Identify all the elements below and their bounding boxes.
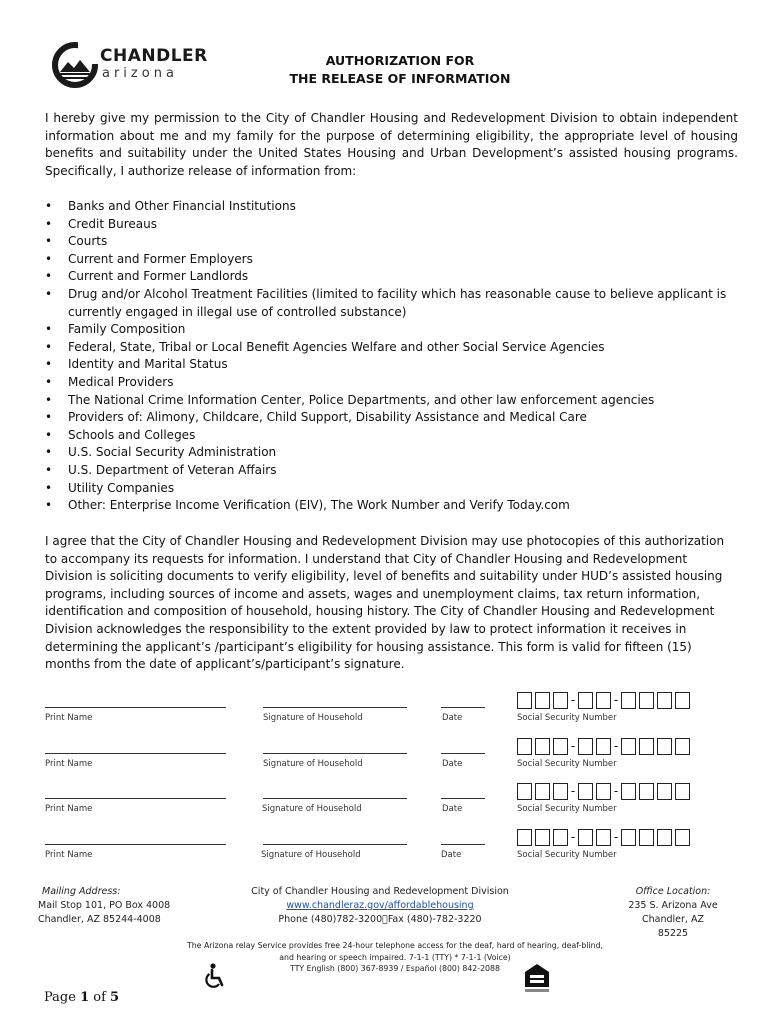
website-link[interactable]: www.chandleraz.gov/affordablehousing <box>286 900 474 911</box>
phone-fax: Phone (480)782-3200 Fax (480)-782-3220 <box>278 914 482 925</box>
signature-line[interactable] <box>263 844 407 845</box>
page-total: 5 <box>110 990 120 1005</box>
list-item: • Drug and/or Alcohol Treatment Facilities (limited to facility which has reasonable cause to believe applicant is currently engaged in illegal use of controlled substance) <box>45 286 735 321</box>
office-line-1: 235 S. Arizona Ave <box>628 900 718 911</box>
ssn-dash: - <box>570 693 576 707</box>
list-item: • Medical Providers <box>45 374 735 392</box>
relay-notice <box>0 940 770 975</box>
ssn-dash: - <box>570 784 576 798</box>
date-line[interactable] <box>441 798 485 799</box>
ssn-digit-box[interactable] <box>517 783 532 800</box>
date-line[interactable] <box>441 753 485 754</box>
ssn-digit-box[interactable] <box>553 738 568 755</box>
relay-line-1: The Arizona relay Service provides free 24-hour telephone access for the deaf, hard of hearing, deaf-blind, <box>186 941 604 950</box>
ssn-digit-box[interactable] <box>596 738 611 755</box>
date-line[interactable] <box>441 844 485 845</box>
ssn-digit-box[interactable] <box>535 783 550 800</box>
information-sources-list <box>45 198 735 515</box>
relay-line-3: TTY English (800) 367-8939 / Español (800) 842-2088 <box>290 964 500 973</box>
ssn-digit-box[interactable] <box>553 692 568 709</box>
office-location <box>608 885 718 941</box>
page-of: of <box>89 990 111 1005</box>
relay-line-2: and hearing or speech impaired. 7-1-1 (TTY) * 7-1-1 (Voice) <box>279 952 511 962</box>
signature-row <box>0 737 770 777</box>
list-item: • Providers of: Alimony, Childcare, Child Support, Disability Assistance and Medical Care <box>45 409 735 427</box>
mailing-address <box>38 885 170 927</box>
list-item: • U.S. Department of Veteran Affairs <box>45 462 735 480</box>
ssn-dash: - <box>570 830 576 844</box>
ssn-dash: - <box>613 830 619 844</box>
ssn-digit-box[interactable] <box>535 829 550 846</box>
list-item: • Family Composition <box>45 321 735 339</box>
ssn-digit-box[interactable] <box>675 738 690 755</box>
signature-caption: Signature of Household <box>261 850 361 860</box>
equal-housing-opportunity-icon <box>524 963 550 993</box>
ssn-dash: - <box>613 784 619 798</box>
print-name-caption: Print Name <box>45 850 93 860</box>
list-item: • U.S. Social Security Administration <box>45 444 735 462</box>
division-name: City of Chandler Housing and Redevelopment Division <box>251 886 509 897</box>
ssn-digit-box[interactable] <box>553 829 568 846</box>
print-name-caption: Print Name <box>45 759 93 769</box>
mailing-line-2: Chandler, AZ 85244-4008 <box>38 914 161 925</box>
division-contact <box>230 885 530 927</box>
ssn-digit-box[interactable] <box>596 692 611 709</box>
office-heading: Office Location: <box>635 886 711 897</box>
signature-caption: Signature of Household <box>262 804 362 814</box>
print-name-line[interactable] <box>45 707 226 708</box>
date-line[interactable] <box>441 707 485 708</box>
logo-wordmark: CHANDLER <box>100 46 208 66</box>
date-caption: Date <box>442 759 463 769</box>
logo-subtitle: arizona <box>102 66 178 81</box>
signature-row <box>0 828 770 868</box>
ssn-digit-box[interactable] <box>675 783 690 800</box>
ssn-caption: Social Security Number <box>517 713 617 723</box>
ssn-digit-box[interactable] <box>657 829 672 846</box>
title-line-2: THE RELEASE OF INFORMATION <box>289 71 511 86</box>
ssn-digit-box[interactable] <box>578 829 593 846</box>
ssn-digit-box[interactable] <box>621 829 636 846</box>
intro-paragraph: I hereby give my permission to the City of Chandler Housing and Redevelopment Division to obtain independent information about me and my family for the purpose of determining eligibility, the appropriate level of housing benefits and suitability under the United States Housing and Urban Development’s assisted housing programs. Specifically, I authorize release of information from: <box>45 111 738 178</box>
ssn-dash: - <box>613 739 619 753</box>
print-name-caption: Print Name <box>45 804 93 814</box>
list-item: • Courts <box>45 233 735 251</box>
office-line-2: Chandler, AZ 85225 <box>642 914 704 939</box>
signature-row <box>0 782 770 822</box>
ssn-digit-box[interactable] <box>639 692 654 709</box>
ssn-digit-box[interactable] <box>639 738 654 755</box>
ssn-dash: - <box>570 739 576 753</box>
list-item: • Credit Bureaus <box>45 216 735 234</box>
mailing-line-1: Mail Stop 101, PO Box 4008 <box>38 900 171 911</box>
list-item: • Other: Enterprise Income Verification (EIV), The Work Number and Verify Today.com <box>45 497 735 515</box>
ssn-digit-box[interactable] <box>578 783 593 800</box>
ssn-digit-box[interactable] <box>621 692 636 709</box>
ssn-caption: Social Security Number <box>517 759 617 769</box>
ssn-dash: - <box>613 693 619 707</box>
ssn-caption: Social Security Number <box>517 804 617 814</box>
list-item: • Banks and Other Financial Institutions <box>45 198 735 216</box>
ssn-digit-box[interactable] <box>621 738 636 755</box>
ssn-boxes[interactable] <box>517 691 693 709</box>
list-item: • Federal, State, Tribal or Local Benefit Agencies Welfare and other Social Service Agencies <box>45 339 735 357</box>
signature-line[interactable] <box>263 798 407 799</box>
list-item: • Schools and Colleges <box>45 427 735 445</box>
ssn-digit-box[interactable] <box>517 738 532 755</box>
list-item: • Current and Former Landlords <box>45 268 735 286</box>
print-name-line[interactable] <box>45 753 226 754</box>
list-item: • The National Crime Information Center, Police Departments, and other law enforcement agencies <box>45 392 735 410</box>
ssn-digit-box[interactable] <box>639 783 654 800</box>
ssn-digit-box[interactable] <box>517 829 532 846</box>
mailing-heading: Mailing Address: <box>42 886 121 897</box>
ssn-digit-box[interactable] <box>621 783 636 800</box>
ssn-digit-box[interactable] <box>657 738 672 755</box>
ssn-digit-box[interactable] <box>578 692 593 709</box>
ssn-caption: Social Security Number <box>517 850 617 860</box>
ssn-digit-box[interactable] <box>657 692 672 709</box>
signature-row <box>0 691 770 731</box>
signature-line[interactable] <box>263 707 407 708</box>
ssn-digit-box[interactable] <box>675 692 690 709</box>
signature-caption: Signature of Household <box>263 759 363 769</box>
agreement-paragraph: I agree that the City of Chandler Housing and Redevelopment Division may use photocopies of this authorization to accompany its requests for information. I understand that City of Chandler Housing and Redevelopment Division is soliciting documents to verify eligibility, level of benefits and suitability under HUD’s assisted housing programs, including sources of income and assets, wages and unemployment claims, tax return information, identification and composition of household, housing history. The City of Chandler Housing and Redevelopment Division acknowledges the responsibility to the extent provided by law to protect information it receives in determining the applicant’s /participant’s eligibility for housing assistance. This form is valid for fifteen (15) months from the date of applicant’s/participant’s signature. <box>45 534 725 672</box>
date-caption: Date <box>442 804 463 814</box>
title-line-1: AUTHORIZATION FOR <box>325 53 475 68</box>
signature-caption: Signature of Household <box>263 713 363 723</box>
wheelchair-icon <box>204 963 228 989</box>
ssn-digit-box[interactable] <box>639 829 654 846</box>
ssn-digit-box[interactable] <box>675 829 690 846</box>
print-name-line[interactable] <box>45 844 226 845</box>
ssn-digit-box[interactable] <box>657 783 672 800</box>
ssn-digit-box[interactable] <box>517 692 532 709</box>
date-caption: Date <box>442 713 463 723</box>
ssn-digit-box[interactable] <box>535 738 550 755</box>
ssn-digit-box[interactable] <box>578 738 593 755</box>
ssn-digit-box[interactable] <box>535 692 550 709</box>
page-label: Page <box>44 990 81 1005</box>
signature-line[interactable] <box>263 753 407 754</box>
print-name-caption: Print Name <box>45 713 93 723</box>
list-item: • Current and Former Employers <box>45 251 735 269</box>
ssn-boxes[interactable] <box>517 737 693 755</box>
print-name-line[interactable] <box>45 798 226 799</box>
page-number <box>44 990 119 1005</box>
date-caption: Date <box>441 850 462 860</box>
ssn-digit-box[interactable] <box>553 783 568 800</box>
page-current: 1 <box>80 990 90 1005</box>
ssn-digit-box[interactable] <box>596 783 611 800</box>
document-title <box>0 52 770 88</box>
list-item: • Identity and Marital Status <box>45 356 735 374</box>
ssn-boxes[interactable] <box>517 828 693 846</box>
ssn-digit-box[interactable] <box>596 829 611 846</box>
ssn-boxes[interactable] <box>517 782 693 800</box>
list-item: • Utility Companies <box>45 480 735 498</box>
